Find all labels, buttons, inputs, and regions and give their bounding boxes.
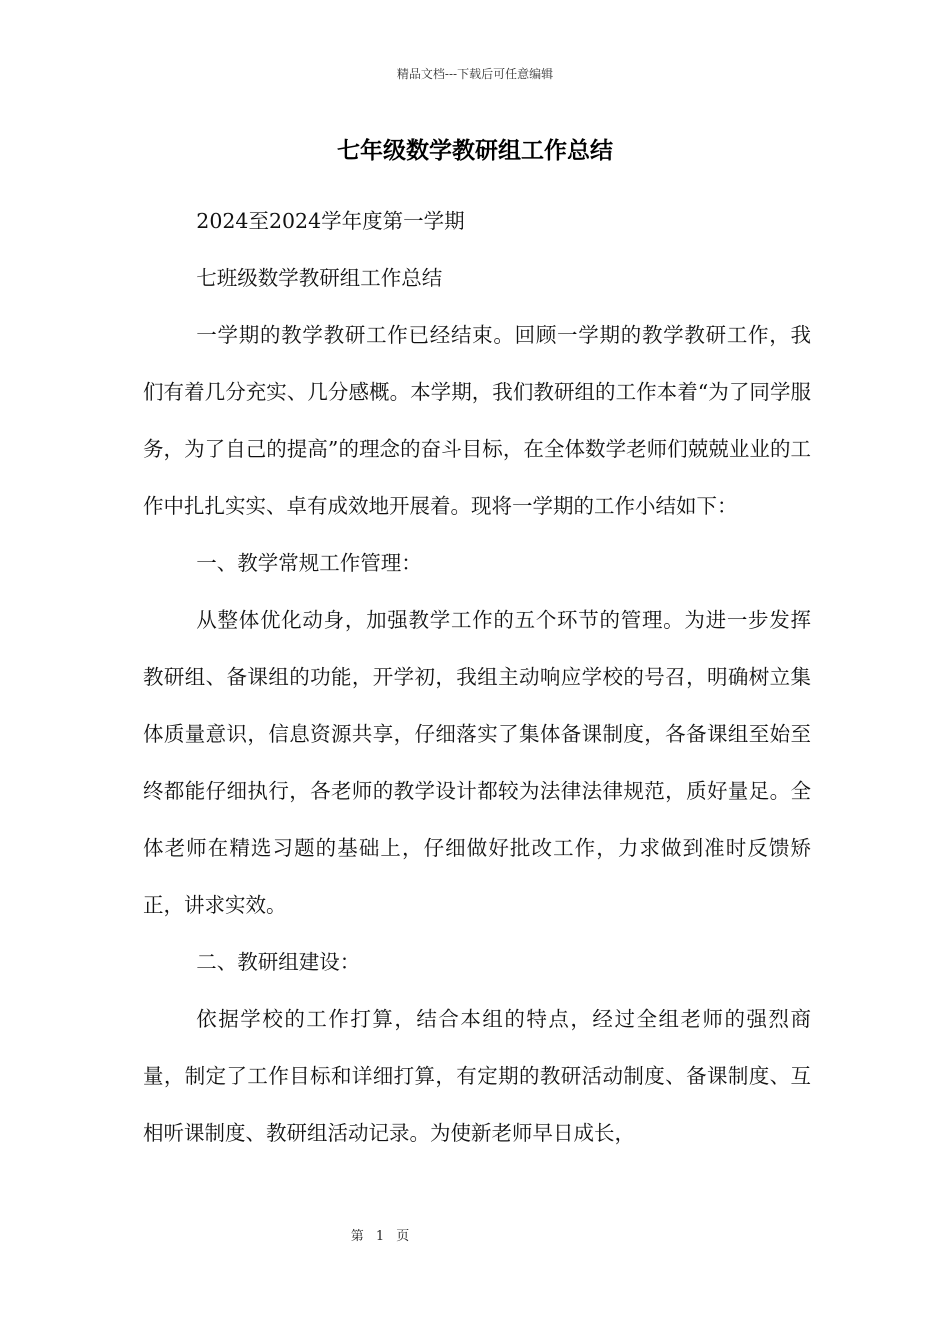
section-1-paragraph: 从整体优化动身，加强教学工作的五个环节的管理。为进一步发挥教研组、备课组的功能，开学初，我组主动响应学校的号召，明确树立集体质量意识，信息资源共享，仔细落实了集体备课制度，各备课组至始至终都能仔细执行，各老师的教学设计都较为法律法律规范，质好量足。全体老师在精选习题的基础上，仔细做好批改工作，力求做到准时反馈矫正，讲求实效。 <box>143 608 811 917</box>
subtitle-line: 七班级数学教研组工作总结 <box>196 266 443 290</box>
document-body <box>143 193 811 1162</box>
section-heading-2: 二、教研组建设： <box>196 950 361 974</box>
intro-paragraph: 一学期的教学教研工作已经结束。回顾一学期的教学教研工作，我们有着几分充实、几分感概。本学期，我们教研组的工作本着“为了同学服务，为了自己的提高”的理念的奋斗目标，在全体数学老师们兢兢业业的工作中扎扎实实、卓有成效地开展着。现将一学期的工作小结如下： <box>143 323 811 518</box>
academic-term-line: 2024至2024学年度第一学期 <box>196 209 465 233</box>
page-suffix: 页 <box>396 1229 410 1244</box>
section-2-paragraph: 依据学校的工作打算，结合本组的特点，经过全组老师的强烈商量，制定了工作目标和详细打算，有定期的教研活动制度、备课制度、互相听课制度、教研组活动记录。为使新老师早日成长， <box>143 1007 811 1145</box>
document-title: 七年级数学教研组工作总结 <box>337 137 613 164</box>
page-number: 1 <box>375 1229 385 1244</box>
section-heading-1: 一、教学常规工作管理： <box>196 551 422 575</box>
page-prefix: 第 <box>350 1229 364 1244</box>
page-header: 精品文档---下载后可任意编辑 <box>396 67 554 81</box>
page-footer <box>0 1228 760 1246</box>
